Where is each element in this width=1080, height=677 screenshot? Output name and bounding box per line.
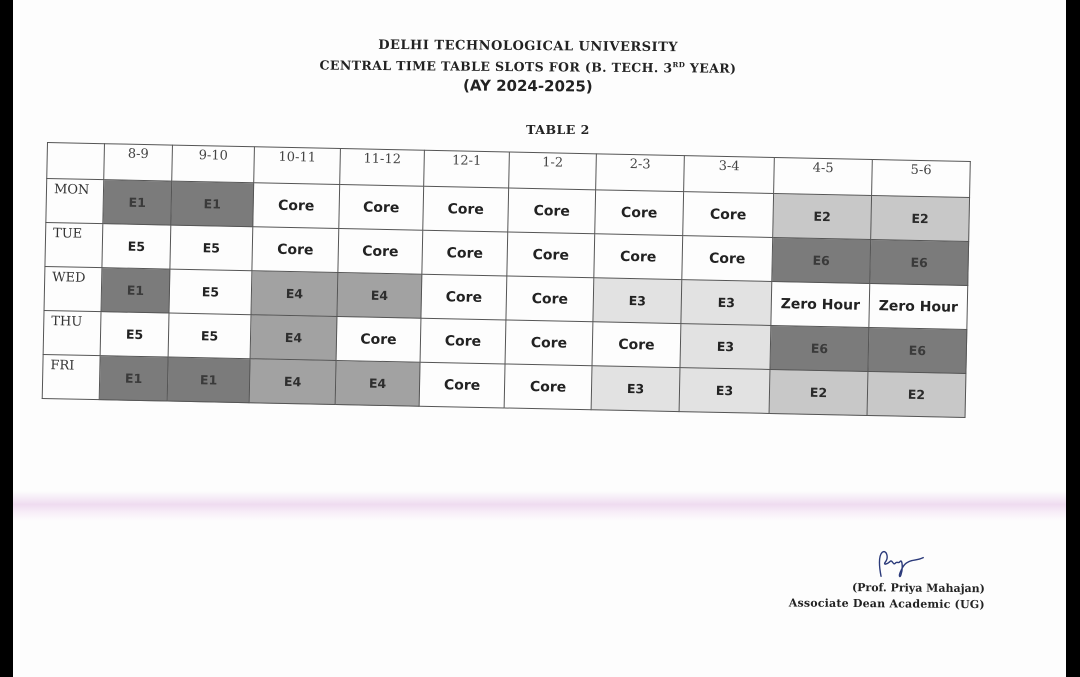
timetable-cell: Core [504, 364, 592, 410]
time-slot-header: 2-3 [596, 154, 685, 192]
day-label: MON [46, 179, 104, 224]
timetable-cell: E3 [679, 368, 770, 414]
time-slot-header: 11-12 [340, 149, 425, 187]
document-page [13, 0, 1066, 677]
timetable-cell: Core [505, 320, 593, 366]
timetable-cell: E1 [103, 180, 172, 225]
timetable-cell: Core [592, 322, 681, 368]
time-slot-header: 9-10 [172, 145, 255, 183]
timetable-cell: E4 [250, 315, 337, 361]
time-slot-header: 1-2 [509, 152, 597, 190]
timetable-cell: E5 [170, 225, 253, 271]
timetable-cell: E3 [680, 324, 771, 370]
timetable-cell: Core [683, 192, 774, 238]
timetable-cell: Core [506, 276, 594, 322]
time-slot-header: 5-6 [872, 159, 971, 197]
day-label: FRI [42, 354, 100, 399]
time-slot-header: 10-11 [254, 147, 341, 185]
timetable-cell: Zero Hour [869, 283, 968, 329]
timetable-cell: Core [252, 227, 339, 273]
timetable-cell: E1 [101, 268, 170, 313]
timetable-cell: Core [253, 183, 340, 229]
timetable [42, 142, 971, 418]
subtitle-superscript: RD [672, 60, 686, 70]
subtitle-prefix: CENTRAL TIME TABLE SLOTS FOR (B. TECH. 3 [319, 57, 673, 76]
day-label: THU [43, 310, 101, 355]
timetable-cell: E6 [868, 327, 967, 373]
timetable-cell: E4 [335, 360, 420, 406]
university-name: DELHI TECHNOLOGICAL UNIVERSITY [378, 37, 679, 56]
timetable-cell: Core [338, 229, 423, 275]
timetable-cell: Core [682, 236, 773, 282]
timetable-cell: Zero Hour [771, 281, 870, 327]
timetable-cell: E6 [870, 239, 969, 285]
timetable-cell: Core [420, 318, 506, 364]
day-label: WED [44, 266, 102, 311]
handwritten-signature [873, 548, 933, 583]
timetable-cell: E6 [770, 325, 869, 371]
timetable-cell: Core [419, 362, 505, 408]
timetable-container [42, 142, 971, 418]
time-slot-header: 8-9 [104, 144, 173, 181]
signature-block [713, 547, 986, 613]
timetable-cell: E2 [773, 193, 872, 239]
timetable-cell: E5 [168, 313, 251, 359]
timetable-cell: E2 [769, 369, 868, 415]
day-label: TUE [45, 222, 103, 267]
timetable-cell: Core [421, 274, 507, 320]
scan-artifact-band [13, 491, 1066, 521]
timetable-cell: Core [595, 190, 684, 236]
timetable-cell: E3 [681, 280, 772, 326]
timetable-cell: E1 [171, 181, 254, 227]
timetable-body [42, 179, 969, 418]
table-caption: TABLE 2 [526, 122, 590, 137]
timetable-cell: Core [423, 186, 509, 232]
timetable-cell: E1 [167, 357, 250, 403]
document-header [268, 36, 788, 99]
timetable-cell: E6 [772, 237, 871, 283]
timetable-cell: E4 [251, 271, 338, 317]
time-slot-header: 12-1 [424, 150, 510, 188]
timetable-cell: E5 [102, 224, 171, 269]
timetable-cell: E2 [871, 195, 970, 241]
time-slot-header: 3-4 [684, 156, 775, 194]
timetable-cell: E2 [867, 371, 966, 417]
timetable-cell: Core [336, 317, 421, 363]
timetable-cell: E4 [337, 273, 422, 319]
timetable-cell: Core [594, 234, 683, 280]
timetable-cell: E4 [249, 359, 336, 405]
time-slot-header: 4-5 [774, 157, 873, 195]
academic-year: (AY 2024-2025) [462, 76, 593, 96]
subtitle-suffix: YEAR) [685, 60, 737, 76]
timetable-cell: E5 [100, 312, 169, 357]
timetable-cell: Core [339, 185, 424, 231]
timetable-cell: E1 [99, 356, 168, 401]
timetable-cell: Core [422, 230, 508, 276]
timetable-cell: Core [507, 232, 595, 278]
signatory-title: Associate Dean Academic (UG) [788, 596, 985, 612]
timetable-cell: E3 [593, 278, 682, 324]
signatory-name: (Prof. Priya Mahajan) [851, 581, 985, 596]
corner-cell [47, 143, 105, 180]
timetable-cell: E3 [591, 366, 680, 412]
timetable-cell: E5 [169, 269, 252, 315]
timetable-cell: Core [508, 188, 596, 234]
